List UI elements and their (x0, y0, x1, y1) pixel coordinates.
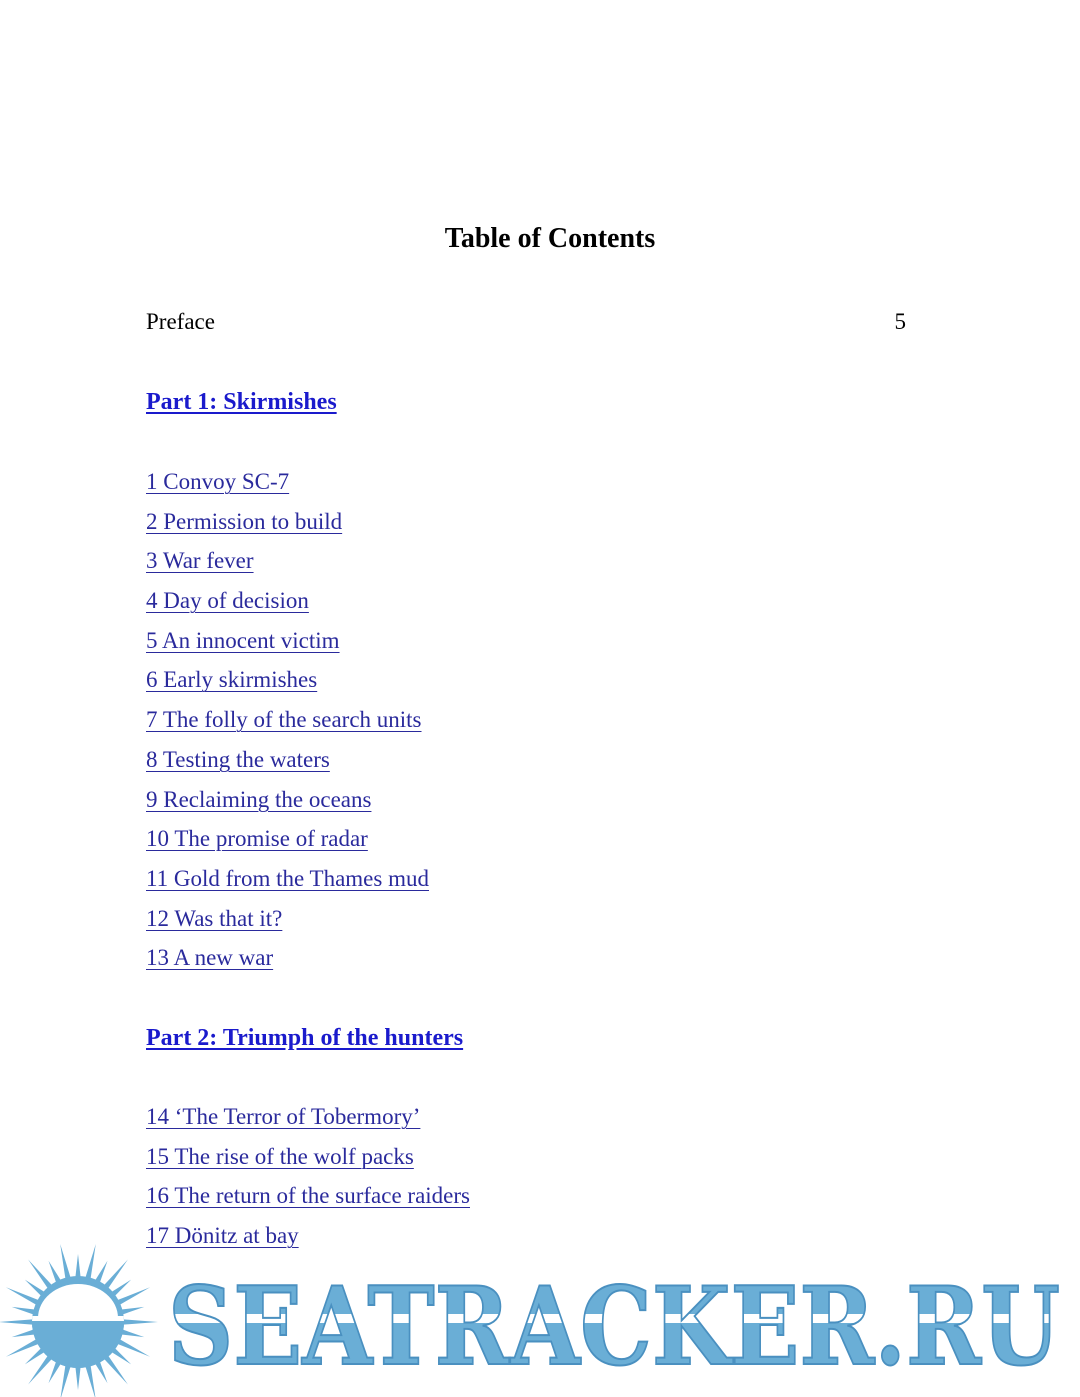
chapter-link[interactable]: 6 Early skirmishes (146, 667, 318, 693)
sun-ray (116, 1339, 150, 1357)
chapter-link[interactable]: 2 Permission to build (146, 508, 343, 534)
list-item (146, 780, 429, 820)
sun-icon (0, 1244, 158, 1397)
sun-ray (120, 1329, 144, 1337)
list-item (146, 1176, 470, 1216)
sun-ray (85, 1244, 96, 1280)
list-item (146, 859, 429, 899)
chapter-link[interactable]: 14 ‘The Terror of Tobermory’ (146, 1104, 421, 1129)
part-2-heading-link[interactable]: Part 2: Triumph of the hunters (146, 1025, 464, 1051)
list-item (146, 541, 429, 581)
list-item (146, 700, 429, 740)
list-item (146, 502, 429, 542)
chapter-link[interactable]: 5 An innocent victim (146, 627, 340, 653)
list-item (146, 581, 429, 621)
chapter-link[interactable]: 10 The promise of radar (146, 826, 368, 852)
preface-page-number: 5 (894, 309, 906, 334)
sun-ray (12, 1329, 36, 1337)
part-1-chapter-list (146, 462, 429, 978)
chapter-link[interactable]: 12 Was that it? (146, 905, 283, 931)
sun-ray (116, 1287, 150, 1305)
preface-entry (146, 306, 906, 338)
list-item (146, 819, 429, 859)
chapter-link[interactable]: 7 The folly of the search units (146, 707, 422, 733)
preface-label: Preface (146, 309, 215, 334)
list-item (146, 938, 429, 978)
list-item (146, 660, 429, 700)
chapter-link[interactable]: 1 Convoy SC-7 (146, 469, 290, 494)
list-item (146, 462, 429, 502)
chapter-link[interactable]: 17 Dönitz at bay (146, 1223, 299, 1249)
watermark-text: SEATRACKER.RU (168, 1264, 1060, 1390)
list-item (146, 1137, 470, 1177)
sun-ray (6, 1287, 40, 1305)
list-item (146, 740, 429, 780)
list-item (146, 1097, 470, 1137)
sun-ray (0, 1319, 34, 1324)
sun-ray (85, 1364, 96, 1397)
sun-ray (6, 1339, 40, 1357)
sun-ray (120, 1307, 144, 1315)
part-1-heading-link[interactable]: Part 1: Skirmishes (146, 389, 337, 415)
page-title: Table of Contents (444, 223, 656, 254)
sun-ray (75, 1254, 80, 1278)
sun-ray (60, 1364, 71, 1397)
chapter-link[interactable]: 9 Reclaiming the oceans (146, 786, 372, 812)
sun-ray (60, 1244, 71, 1280)
sun-ray (75, 1366, 80, 1390)
chapter-link[interactable]: 16 The return of the surface raiders (146, 1183, 470, 1209)
chapter-link[interactable]: 8 Testing the waters (146, 746, 330, 772)
chapter-link[interactable]: 11 Gold from the Thames mud (146, 865, 429, 891)
sun-ray (12, 1307, 36, 1315)
chapter-link[interactable]: 15 The rise of the wolf packs (146, 1143, 414, 1169)
chapter-link[interactable]: 13 A new war (146, 945, 274, 971)
list-item (146, 899, 429, 939)
chapter-link[interactable]: 3 War fever (146, 548, 254, 574)
chapter-link[interactable]: 4 Day of decision (146, 588, 309, 614)
seatracker-watermark-logo (0, 1232, 1080, 1397)
list-item (146, 621, 429, 661)
sun-ray (122, 1319, 158, 1324)
